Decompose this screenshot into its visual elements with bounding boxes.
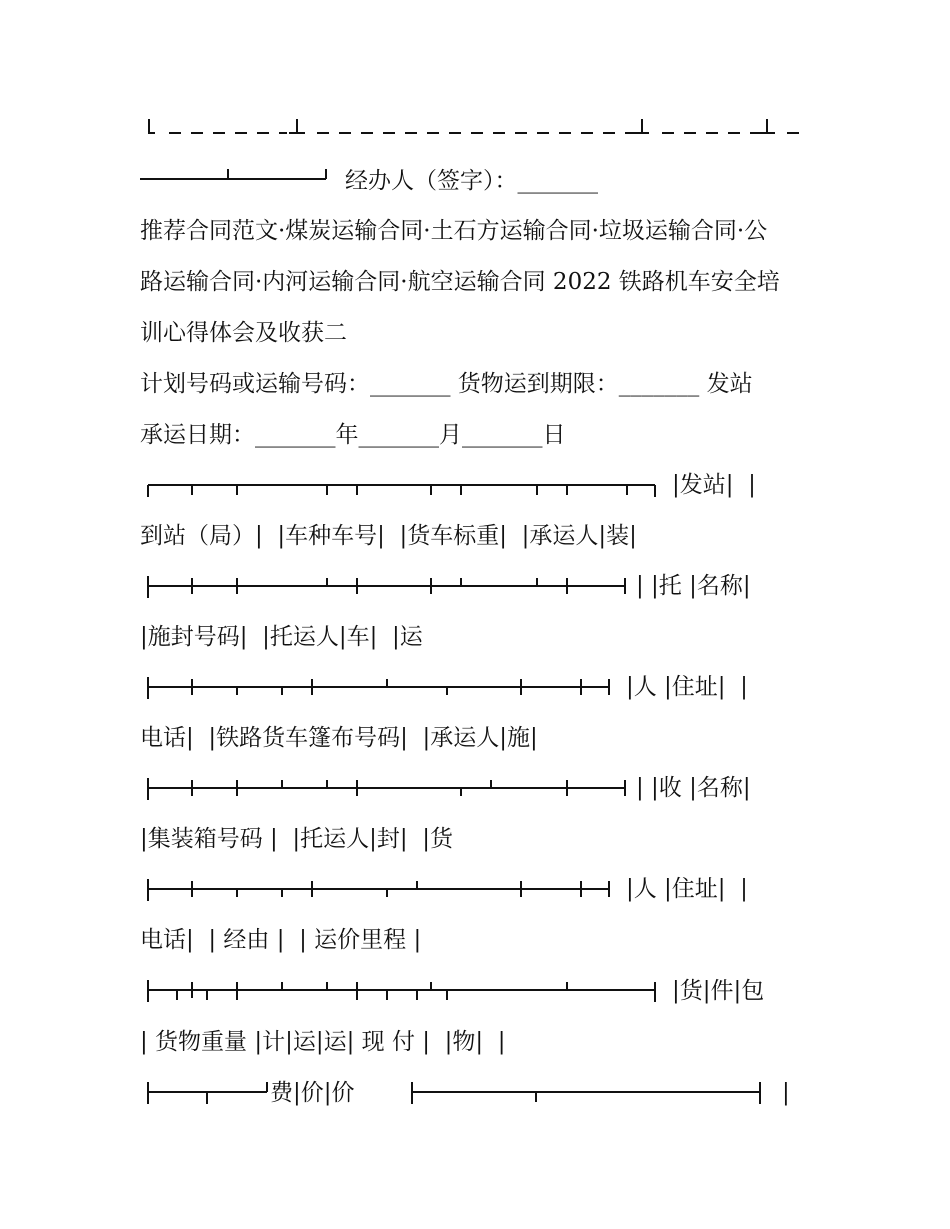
table-rule-4 xyxy=(147,774,627,804)
table-rule-2 xyxy=(147,572,627,602)
signature-line: 经办人（签字）：_______ xyxy=(345,168,598,194)
table-rule-1 xyxy=(147,471,667,501)
table-row-10: 电话| | 经由 | | 运价里程 | xyxy=(140,927,422,953)
recommend-line-2: 路运输合同·内河运输合同·航空运输合同 2022 铁路机车安全培 xyxy=(140,269,780,295)
recommend-line-3: 训心得体会及收获二 xyxy=(140,320,347,346)
table-rule-7a xyxy=(147,1078,277,1108)
recommend-line-1: 推荐合同范文·煤炭运输合同·土石方运输合同·垃圾运输合同·公 xyxy=(140,218,768,244)
shipping-date-line: 承运日期：_______年_______月_______日 xyxy=(140,422,566,448)
table-row-1: |发站| | xyxy=(672,472,756,498)
table-rule-5 xyxy=(147,875,617,905)
table-row-13-end: | xyxy=(782,1080,790,1106)
table-row-13-fee: 费|价|价 xyxy=(270,1080,355,1106)
plan-number-line: 计划号码或运输号码：_______ 货物运到期限：_______ 发站 xyxy=(140,371,753,397)
table-rule-7b xyxy=(408,1078,768,1108)
signature-rule xyxy=(140,163,340,193)
table-row-3: | |托 |名称| xyxy=(636,573,751,599)
table-row-11: |货|件|包 xyxy=(672,978,765,1004)
table-rule-6 xyxy=(147,976,667,1006)
table-row-9: |人 |住址| | xyxy=(626,876,748,902)
table-row-7: | |收 |名称| xyxy=(636,775,751,801)
table-rule-3 xyxy=(147,673,617,703)
table-row-2: 到站（局）| |车种车号| |货车标重| |承运人|装| xyxy=(140,523,637,549)
table-row-5: |人 |住址| | xyxy=(626,674,748,700)
table-row-4: |施封号码| |托运人|车| |运 xyxy=(140,624,423,650)
table-row-6: 电话| |铁路货车篷布号码| |承运人|施| xyxy=(140,725,538,751)
table-row-8: |集装箱号码 | |托运人|封| |货 xyxy=(140,826,454,852)
dashed-border-line xyxy=(147,111,807,141)
table-row-12: | 货物重量 |计|运|运| 现 付 | |物| | xyxy=(140,1029,506,1055)
